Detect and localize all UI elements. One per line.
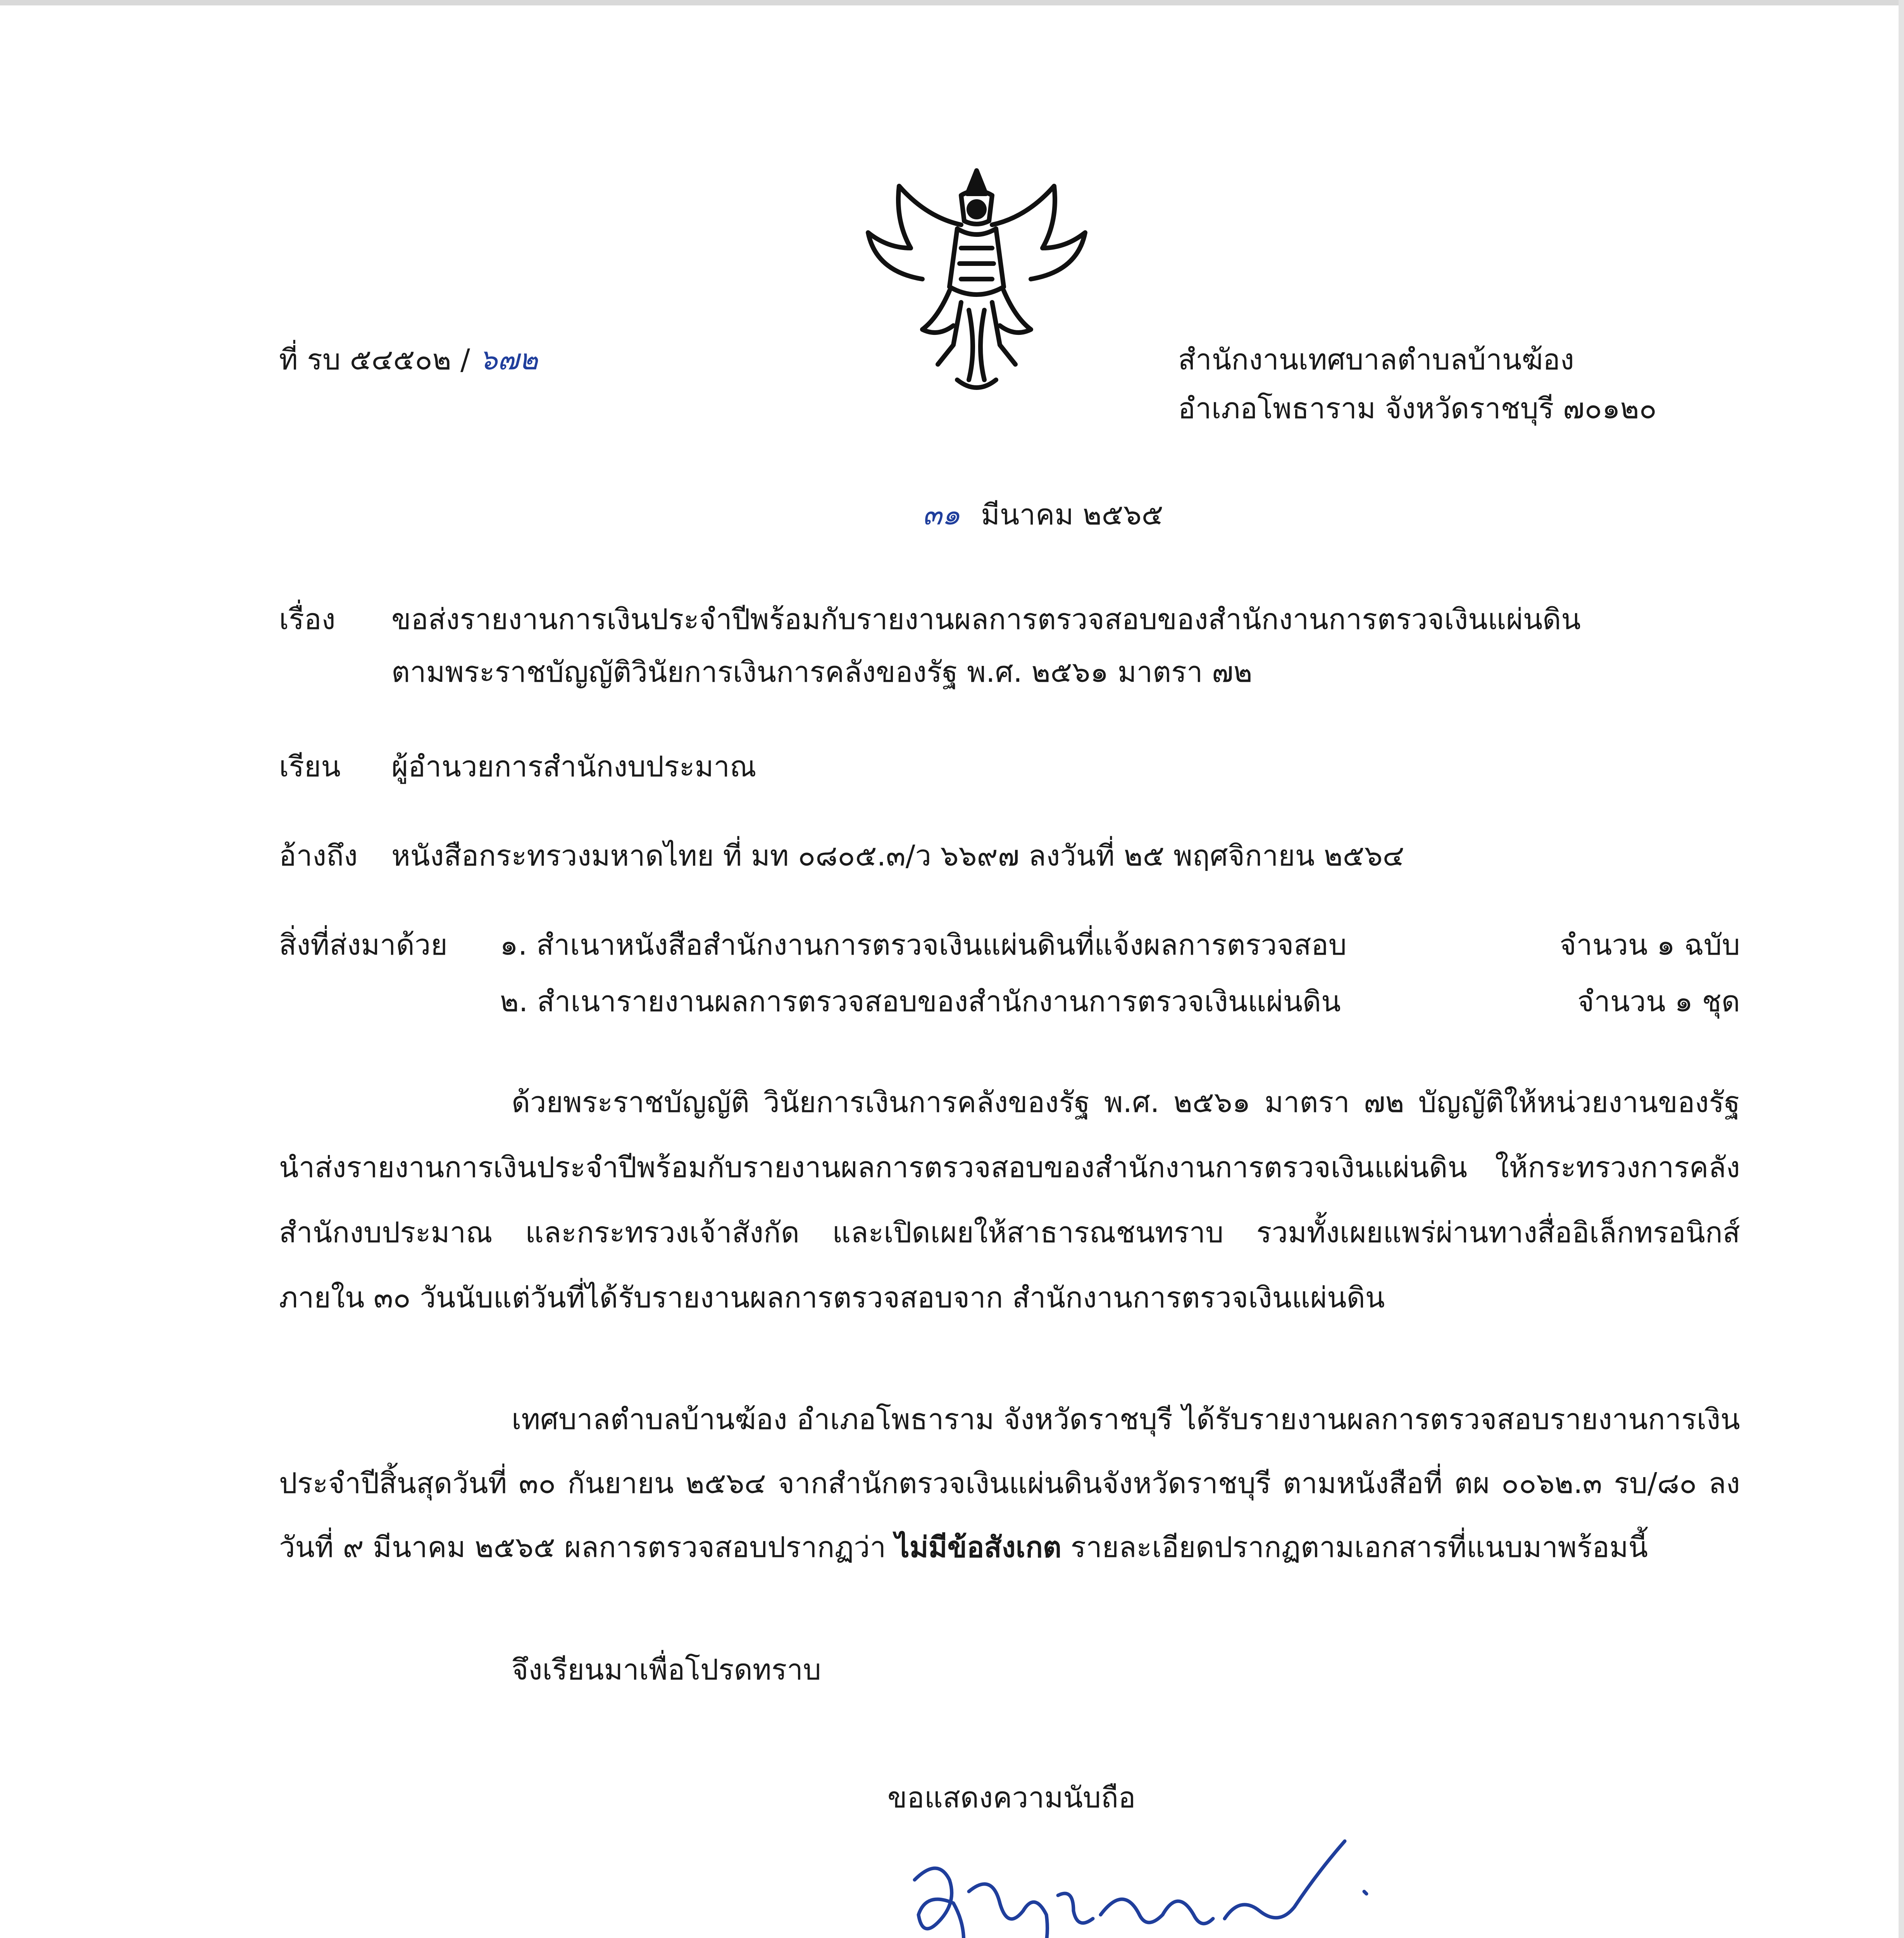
enclosure-item <box>500 926 1740 964</box>
subject-line-2: ตามพระราชบัญญัติวินัยการเงินการคลังของรัฐ พ.ศ. ๒๕๖๑ มาตรา ๗๒ <box>391 655 1253 689</box>
date-day-handwritten: ๓๑ <box>922 498 960 531</box>
paragraph-2-text: เทศบาลตำบลบ้านฆ้อง อำเภอโพธาราม จังหวัดราชบุรี ได้รับรายงานผลการตรวจสอบรายงานการเงินประจำปีสิ้นสุดวันที่ ๓๐ กันยายน ๒๕๖๔ จากสำนักตรวจเงินแผ่นดินจังหวัดราชบุรี ตามหนังสือที่ ตผ ๐๐๖๒.๓ รบ/๘๐ ลงวันที่ ๙ มีนาคม ๒๕๖๕ ผลการตรวจสอบปรากฏว่า <box>279 1403 1740 1564</box>
reference-number: ที่ รบ ๕๔๕๐๒ / <box>279 343 470 376</box>
sender-office <box>1178 341 1657 427</box>
closing-request: จึงเรียนมาเพื่อโปรดทราบ <box>512 1653 821 1686</box>
scan-edge-top <box>0 0 1904 5</box>
reference-handwritten-number: ๖๗๒ <box>479 343 538 376</box>
enclosures-label: สิ่งที่ส่งมาด้วย <box>279 928 448 962</box>
enclosure-item-text: ๑. สำเนาหนังสือสำนักงานการตรวจเงินแผ่นดินที่แจ้งผลการตรวจสอบ <box>500 928 1347 962</box>
enclosure-item-qty: จำนวน ๑ ฉบับ <box>1559 928 1740 962</box>
enclosures-list <box>500 926 1740 1020</box>
scan-edge-right <box>1899 0 1904 1938</box>
handwritten-signature <box>891 1814 1403 1938</box>
recipient-label: เรียน <box>279 750 341 783</box>
enclosure-item-text: ๒. สำเนารายงานผลการตรวจสอบของสำนักงานการตรวจเงินแผ่นดิน <box>500 985 1341 1019</box>
enclosure-item-qty: จำนวน ๑ ชุด <box>1577 985 1740 1019</box>
document-reference <box>279 341 538 378</box>
body-paragraph-2 <box>279 1388 1740 1579</box>
reference-label: อ้างถึง <box>279 839 358 872</box>
enclosure-item <box>500 983 1740 1020</box>
office-address: อำเภอโพธาราม จังหวัดราชบุรี ๗๐๑๒๐ <box>1178 392 1657 426</box>
garuda-emblem-icon <box>845 163 1108 395</box>
subject-line-1: ขอส่งรายงานการเงินประจำปีพร้อมกับรายงานผลการตรวจสอบของสำนักงานการตรวจเงินแผ่นดิน <box>391 603 1581 636</box>
finding-result: ไม่มีข้อสังเกต <box>895 1531 1061 1564</box>
subject-label: เรื่อง <box>279 603 336 636</box>
office-name: สำนักงานเทศบาลตำบลบ้านฆ้อง <box>1178 343 1574 376</box>
recipient-text: ผู้อำนวยการสำนักงบประมาณ <box>391 750 756 783</box>
subject-text <box>391 601 1581 691</box>
closing-regards: ขอแสดงความนับถือ <box>887 1781 1136 1814</box>
document-date <box>922 496 1163 533</box>
date-month-year: มีนาคม ๒๕๖๕ <box>981 498 1163 531</box>
reference-text: หนังสือกระทรวงมหาดไทย ที่ มท ๐๘๐๕.๓/ว ๖๖๙๗ ลงวันที่ ๒๕ พฤศจิกายน ๒๕๖๔ <box>391 839 1404 872</box>
paragraph-2-details: รายละเอียดปรากฏตามเอกสารที่แนบมาพร้อมนี้ <box>1070 1531 1648 1564</box>
body-paragraph-1: ด้วยพระราชบัญญัติ วินัยการเงินการคลังของรัฐ พ.ศ. ๒๕๖๑ มาตรา ๗๒ บัญญัติให้หน่วยงานของรัฐนำส่งรายงานการเงินประจำปีพร้อมกับรายงานผลการตรวจสอบของสำนักงานการตรวจเงินแผ่นดิน ให้กระทรวงการคลัง สำนักงบประมาณ และกระทรวงเจ้าสังกัด และเปิดเผยให้สาธารณชนทราบ รวมทั้งเผยแพร่ผ่านทางสื่ออิเล็กทรอนิกส์ ภายใน ๓๐ วันนับแต่วันที่ได้รับรายงานผลการตรวจสอบจาก สำนักงานการตรวจเงินแผ่นดิน <box>279 1086 1740 1314</box>
